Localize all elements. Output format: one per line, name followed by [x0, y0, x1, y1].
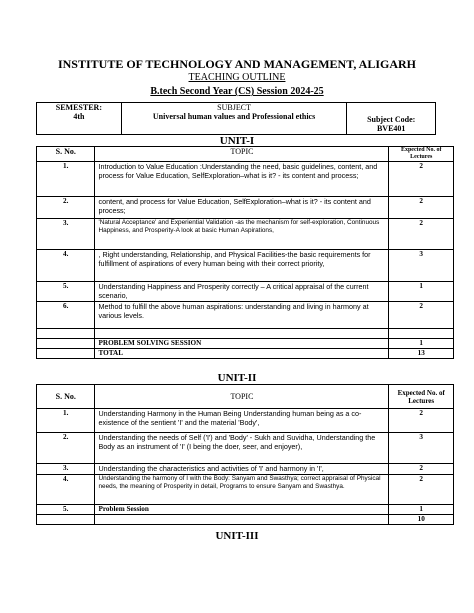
unit-1-title: UNIT-I — [219, 135, 255, 147]
topic-header: TOPIC — [95, 385, 389, 409]
table-row — [37, 197, 454, 219]
table-row-empty — [37, 329, 454, 339]
semester-value: 4th — [73, 112, 85, 121]
table-row — [37, 409, 454, 433]
subject-code-cell — [347, 103, 436, 135]
row-number: 4. — [37, 475, 95, 505]
course-info-table — [36, 102, 436, 135]
row-topic: Understanding Harmony in the Human Being Understanding human being as a co-existence of the sentient 'I' and the material 'Body', — [95, 409, 389, 433]
problem-session-row — [37, 505, 454, 515]
subject-code-label: Subject Code: — [367, 115, 416, 124]
subject-label: SUBJECT — [217, 103, 251, 112]
problem-session-value: 1 — [389, 339, 454, 349]
table-row — [37, 475, 454, 505]
row-number: 6. — [37, 302, 95, 329]
total-value: 10 — [389, 515, 454, 525]
row-topic: content, and process for Value Education, SelfExploration–what is it? - its content and process; — [95, 197, 389, 219]
table-row — [37, 250, 454, 282]
table-row — [37, 302, 454, 329]
row-topic: , Right understanding, Relationship, and Physical Facilities-the basic requirements for fulfillment of aspirations of every human being with their correct priority, — [95, 250, 389, 282]
institute-title: INSTITUTE OF TECHNOLOGY AND MANAGEMENT, ALIGARH — [57, 57, 417, 71]
row-topic: Understanding the harmony of I with the Body: Sanyam and Swasthya; correct appraisal of Physical needs, the meaning of Prosperity in detail, Programs to ensure Sanyam and Swasthya. — [95, 475, 389, 505]
unit-1-header-row — [37, 147, 454, 162]
teaching-outline-heading: TEACHING OUTLINE — [188, 72, 286, 83]
row-lectures: 3 — [389, 250, 454, 282]
row-number: 2. — [37, 433, 95, 464]
row-number: 5. — [37, 505, 95, 515]
total-row — [37, 515, 454, 525]
problem-session-row — [37, 339, 454, 349]
sno-header: S. No. — [37, 385, 95, 409]
unit-1-table — [36, 146, 454, 359]
problem-session-value: 1 — [389, 505, 454, 515]
row-lectures: 2 — [389, 197, 454, 219]
table-row — [37, 219, 454, 250]
lectures-header: Expected No. of Lectures — [389, 385, 454, 409]
row-lectures: 2 — [389, 475, 454, 505]
row-lectures: 2 — [389, 219, 454, 250]
table-row — [37, 433, 454, 464]
problem-session-label: PROBLEM SOLVING SESSION — [95, 339, 389, 349]
total-label: TOTAL — [95, 349, 389, 359]
row-topic: Understanding the needs of Self ('I') and 'Body' - Sukh and Suvidha, Understanding the Body as an instrument of 'I' (I being the doer, seer, and enjoyer), — [95, 433, 389, 464]
subject-cell — [121, 103, 347, 135]
sno-header: S. No. — [37, 147, 95, 162]
row-lectures: 2 — [389, 464, 454, 475]
row-number: 2. — [37, 197, 95, 219]
row-number: 3. — [37, 219, 95, 250]
row-lectures: 2 — [389, 162, 454, 197]
problem-session-label: Problem Session — [95, 505, 389, 515]
unit-2-table — [36, 384, 454, 525]
unit-2-title: UNIT-II — [217, 372, 257, 384]
row-topic: Understanding the characteristics and activities of 'I' and harmony in 'I', — [95, 464, 389, 475]
subject-value: Universal human values and Professional ethics — [152, 112, 316, 121]
topic-header: TOPIC — [95, 147, 389, 162]
lectures-header: Expected No. of Lectures — [389, 147, 454, 162]
row-number: 3. — [37, 464, 95, 475]
row-topic: Understanding Happiness and Prosperity correctly – A critical appraisal of the current scenario, — [95, 282, 389, 302]
semester-cell — [37, 103, 122, 135]
subject-code-value: BVE401 — [376, 124, 406, 133]
row-topic: 'Natural Acceptance' and Experiential Validation -as the mechanism for self-exploration, Continuous Happiness, and Prosperity-A look at basic Human Aspirations, — [95, 219, 389, 250]
row-lectures: 1 — [389, 282, 454, 302]
row-lectures: 2 — [389, 302, 454, 329]
row-lectures: 3 — [389, 433, 454, 464]
unit-3-title: UNIT-III — [215, 530, 259, 542]
row-lectures: 2 — [389, 409, 454, 433]
row-number: 4. — [37, 250, 95, 282]
table-row — [37, 162, 454, 197]
total-row — [37, 349, 454, 359]
session-heading: B.tech Second Year (CS) Session 2024-25 — [150, 86, 324, 97]
row-topic: Method to fulfill the above human aspirations: understanding and living in harmony at various levels. — [95, 302, 389, 329]
row-topic: Introduction to Value Education :Understanding the need, basic guidelines, content, and process for Value Education, SelfExploration–what is it? - its content and process; — [95, 162, 389, 197]
row-number: 5. — [37, 282, 95, 302]
unit-2-header-row — [37, 385, 454, 409]
total-value: 13 — [389, 349, 454, 359]
row-number: 1. — [37, 162, 95, 197]
table-row — [37, 282, 454, 302]
semester-label: SEMESTER: — [55, 103, 102, 112]
row-number: 1. — [37, 409, 95, 433]
table-row — [37, 464, 454, 475]
